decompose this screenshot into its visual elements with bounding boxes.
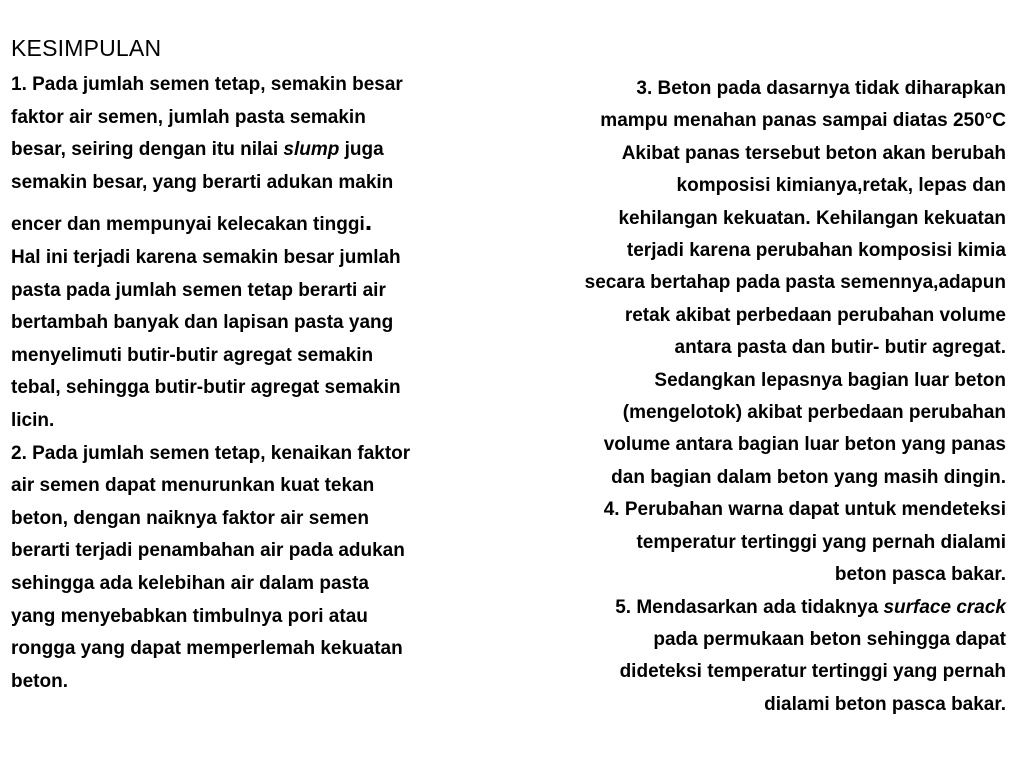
point-3-line: dan bagian dalam beton yang masih dingin. [611, 466, 1006, 488]
point-2-line: 2. Pada jumlah semen tetap, kenaikan faktor [11, 442, 411, 464]
point-3-line: mampu menahan panas sampai diatas 250°C [600, 110, 1006, 132]
point-5-line: dideteksi temperatur tertinggi yang pernah [619, 661, 1006, 683]
point-3-line: (mengelotok) akibat perbedaan perubahan [622, 402, 1006, 424]
point-5-line-1-start: 5. Mendasarkan ada tidaknya [615, 596, 884, 618]
explanation-line: tebal, sehingga butir-butir agregat semakin [11, 377, 401, 399]
point-4-line: beton pasca bakar. [834, 564, 1006, 586]
point-1-line-2: faktor air semen, jumlah pasta semakin [11, 106, 366, 128]
point-3-line: secara bertahap pada pasta semennya,adapun [584, 272, 1006, 294]
point-5-line: pada permukaan beton sehingga dapat [653, 628, 1006, 650]
point-2-line: berarti terjadi penambahan air pada adukan [11, 540, 405, 562]
point-2-line: yang menyebabkan timbulnya pori atau [11, 605, 368, 627]
explanation-line: licin. [11, 409, 55, 431]
point-3-line: terjadi karena perubahan komposisi kimia [626, 240, 1006, 262]
point-5-line: dialami beton pasca bakar. [764, 693, 1006, 715]
point-4-line: 4. Perubahan warna dapat untuk mendeteksi [603, 499, 1006, 521]
point-1-line-3-end: juga [339, 139, 384, 161]
point-2-line: air semen dapat menurunkan kuat tekan [11, 475, 375, 497]
explanation-line: pasta pada jumlah semen tetap berarti air [11, 279, 386, 301]
explanation-line: Hal ini terjadi karena semakin besar jumlah [11, 246, 401, 268]
point-3-line: retak akibat perbedaan perubahan volume [624, 304, 1006, 326]
point-1-line-5-text: encer dan mempunyai kelecakan tinggi [11, 214, 365, 236]
point-3-line: 3. Beton pada dasarnya tidak diharapkan [636, 78, 1006, 99]
explanation-line: bertambah banyak dan lapisan pasta yang [11, 312, 394, 334]
point-1-line-1: 1. Pada jumlah semen tetap, semakin besar [11, 74, 403, 95]
point-4-line: temperatur tertinggi yang pernah dialami [636, 531, 1006, 553]
surface-crack-term: surface crack [883, 596, 1006, 618]
point-3-line: antara pasta dan butir- butir agregat. [674, 337, 1006, 359]
slump-term: slump [283, 139, 340, 161]
point-1-line-5 [11, 206, 501, 242]
point-2-line: beton. [11, 670, 68, 692]
slide-title: KESIMPULAN [11, 35, 162, 61]
point-3-line: volume antara bagian luar beton yang panas [603, 434, 1006, 456]
point-3-line: komposisi kimianya,retak, lepas dan [676, 175, 1006, 197]
point-1-line-4: semakin besar, yang berarti adukan makin [11, 171, 394, 193]
point-1-line-3-start: besar, seiring dengan itu nilai [11, 139, 284, 161]
point-3-line: kehilangan kekuatan. Kehilangan kekuatan [618, 207, 1006, 229]
right-column [496, 73, 1006, 721]
explanation-line: menyelimuti butir-butir agregat semakin [11, 344, 374, 366]
point-1-period: . [364, 206, 373, 237]
point-1-line-3 [11, 134, 501, 167]
point-2-line: rongga yang dapat memperlemah kekuatan [11, 638, 403, 660]
point-3-line: Akibat panas tersebut beton akan berubah [621, 142, 1006, 164]
point-2-line: beton, dengan naiknya faktor air semen [11, 507, 369, 529]
point-3-line: Sedangkan lepasnya bagian luar beton [654, 369, 1006, 391]
left-column [11, 69, 501, 698]
point-2-line: sehingga ada kelebihan air dalam pasta [11, 572, 369, 594]
point-5-line-1 [496, 592, 1006, 624]
